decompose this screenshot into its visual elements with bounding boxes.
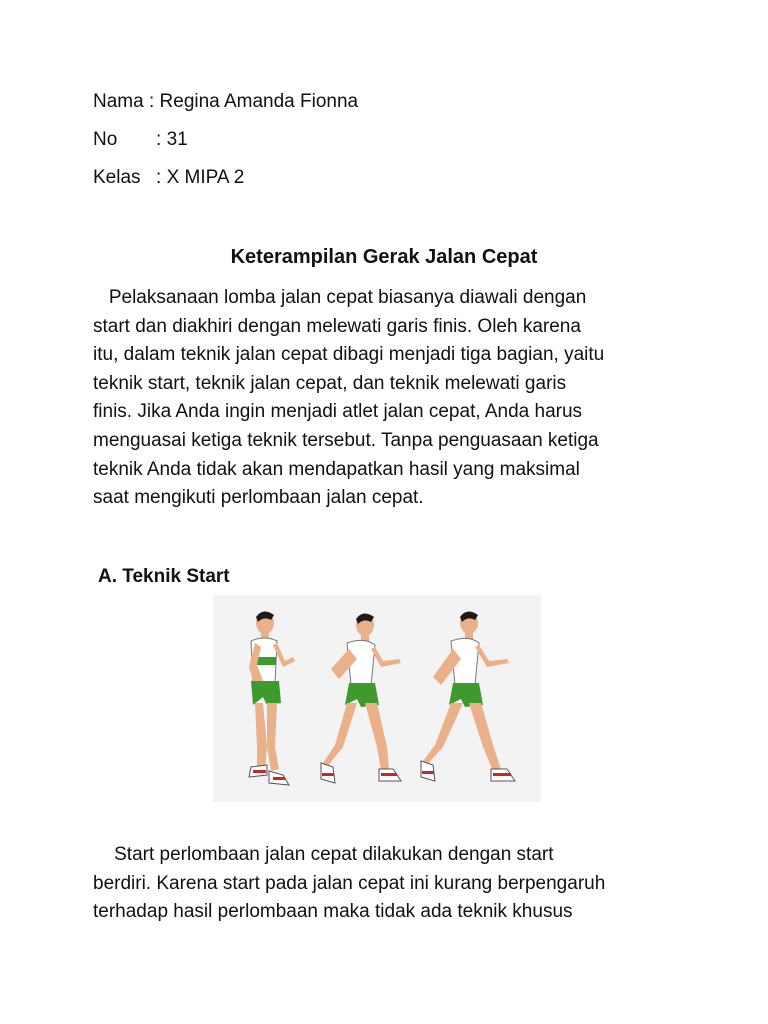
name-value: Regina Amanda Fionna: [159, 91, 359, 112]
name-separator: :: [148, 91, 155, 112]
walker-2: [321, 613, 401, 783]
number-label: No: [93, 129, 118, 150]
student-name-line: [93, 90, 358, 114]
intro-line: Pelaksanaan lomba jalan cepat biasanya diawali dengan: [93, 287, 587, 308]
name-label: Nama: [93, 91, 144, 112]
intro-line: start dan diakhiri dengan melewati garis finis. Oleh karena: [93, 315, 581, 337]
intro-line: itu, dalam teknik jalan cepat dibagi menjadi tiga bagian, yaitu: [93, 344, 605, 366]
section-a-line: berdiri. Karena start pada jalan cepat ini kurang berpengaruh: [93, 872, 606, 894]
section-a-paragraph: [93, 841, 683, 927]
walker-1: [249, 611, 295, 785]
class-value: X MIPA 2: [166, 167, 245, 188]
number-value: 31: [166, 129, 188, 150]
number-separator: :: [156, 129, 162, 150]
intro-line: finis. Jika Anda ingin menjadi atlet jalan cepat, Anda harus: [93, 401, 583, 423]
class-separator: :: [156, 167, 162, 188]
student-number-line: [93, 128, 188, 152]
class-label: Kelas: [93, 167, 141, 188]
document-title: Keterampilan Gerak Jalan Cepat: [230, 246, 538, 268]
intro-paragraph: [93, 284, 683, 513]
intro-line: teknik Anda tidak akan mendapatkan hasil yang maksimal: [93, 458, 580, 480]
race-walking-illustration: [213, 595, 541, 802]
student-class-line: [93, 166, 244, 190]
intro-line: teknik start, teknik jalan cepat, dan teknik melewati garis: [93, 372, 567, 394]
intro-line: saat mengikuti perlombaan jalan cepat.: [93, 487, 424, 509]
section-a-line: Start perlombaan jalan cepat dilakukan dengan start: [93, 844, 554, 865]
race-walkers-figure: [213, 595, 541, 802]
intro-line: menguasai ketiga teknik tersebut. Tanpa penguasaan ketiga: [93, 429, 599, 451]
section-a-line: terhadap hasil perlombaan maka tidak ada teknik khusus: [93, 901, 573, 923]
section-a-heading: A. Teknik Start: [98, 566, 230, 587]
walker-3: [421, 611, 515, 781]
